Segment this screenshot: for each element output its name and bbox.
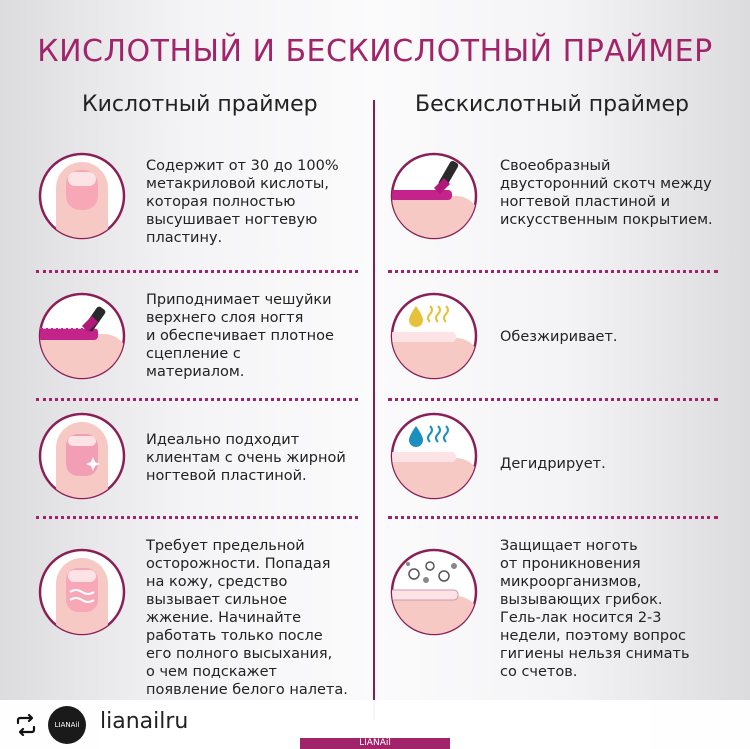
avatar[interactable]: LIANAil <box>48 706 86 744</box>
separator <box>36 516 358 519</box>
separator <box>36 270 358 273</box>
left-column-heading: Кислотный праймер <box>82 92 318 117</box>
separator <box>388 516 718 519</box>
acid-free-primer-text-3: Дегидрирует. <box>500 456 606 472</box>
brush-finger-icon <box>38 292 126 380</box>
acid-primer-text-3: Идеально подходит клиентам с очень жирной ногтевой пластиной. <box>146 432 346 484</box>
repost-icon[interactable] <box>14 714 38 736</box>
finger-sparkle-icon <box>38 412 126 500</box>
dehydrate-icon <box>390 412 478 500</box>
acid-primer-text-4: Требует предельной осторожности. Попадая на кожу, средство вызывает сильное жжение. Начинайте работать только после его полного высыхания, о чем подскажет появление белого налета. <box>146 538 348 698</box>
right-column-heading: Бескислотный праймер <box>415 92 690 117</box>
brand-label: LIANAil <box>300 738 450 749</box>
column-divider <box>373 100 375 720</box>
brush-side-icon <box>390 152 478 240</box>
acid-free-primer-text-2: Обезжиривает. <box>500 329 618 345</box>
separator <box>388 398 718 401</box>
username-link[interactable]: lianailru <box>100 709 189 734</box>
acid-free-primer-text-4: Защищает ноготь от проникновения микроорганизмов, вызывающих грибок. Гель-лак носится 2-3 недели, поэтому вопрос гигиены нельзя снимать со счетов. <box>500 538 690 680</box>
separator <box>36 398 358 401</box>
separator <box>388 270 718 273</box>
acid-primer-text-2: Приподнимает чешуйки верхнего слоя ногтя и обеспечивает плотное сцепление с материалом. <box>146 292 334 380</box>
acid-free-primer-text-1: Своеобразный двусторонний скотч между ногтевой пластиной и искусственным покрытием. <box>500 158 713 228</box>
page-title: КИСЛОТНЫЙ И БЕСКИСЛОТНЫЙ ПРАЙМЕР <box>37 34 713 69</box>
finger-icon <box>38 152 126 240</box>
microbe-icon <box>390 548 478 636</box>
finger-warning-icon <box>38 548 126 636</box>
acid-primer-text-1: Содержит от 30 до 100% метакриловой кислоты, которая полностью высушивает ногтевую пластину. <box>146 158 339 246</box>
degrease-icon <box>390 292 478 380</box>
